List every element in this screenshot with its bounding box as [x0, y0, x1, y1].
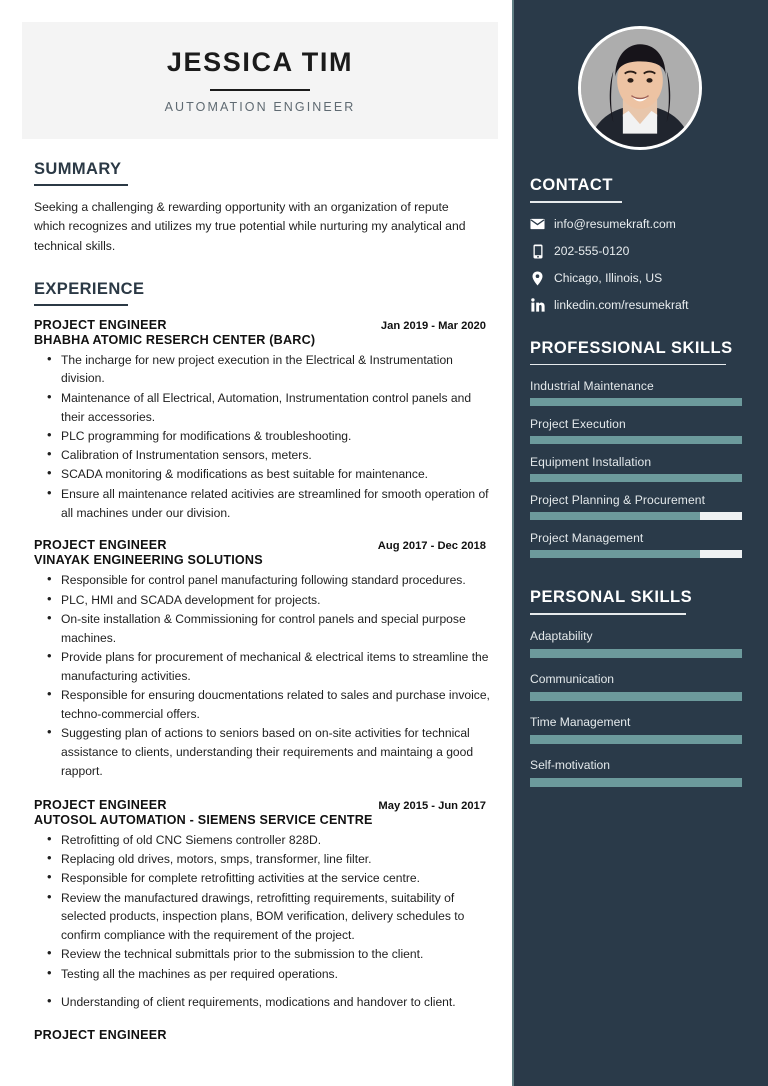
list-item: • Provide plans for procurement of mechanical & electrical items to streamline the manufacturing activities. [34, 648, 490, 686]
skill-bar-track [530, 649, 742, 658]
job-company: AUTOSOL AUTOMATION - SIEMENS SERVICE CENTRE [34, 812, 373, 827]
job-title-subtitle: AUTOMATION ENGINEER [164, 100, 356, 114]
skill-label: Adaptability [530, 628, 593, 643]
job-role: PROJECT ENGINEER [34, 797, 167, 812]
experience-entry-header [34, 318, 486, 332]
job-role: PROJECT ENGINEER [34, 538, 167, 553]
summary-text: Seeking a challenging & rewarding opportunity with an organization of repute which recognizes and utilizes my true potential while nurturing my analytical and technical skills. [34, 199, 466, 253]
list-item: • Review the manufactured drawings, retrofitting requirements, suitability of selected products, inspection plans, BOM verification, delivery schedules to confirm compliance with the requirement of the project. [34, 889, 490, 945]
experience-entry [34, 538, 490, 780]
list-item: • Ensure all maintenance related acitivies are streamlined for smooth operation of all machines under our division. [34, 485, 490, 523]
skill-bar-fill [530, 512, 700, 520]
job-company: VINAYAK ENGINEERING SOLUTIONS [34, 553, 263, 568]
left-content [34, 160, 490, 1042]
list-item: • Maintenance of all Electrical, Automation, Instrumentation control panels and their accessories. [34, 389, 490, 427]
experience-heading: EXPERIENCE [34, 280, 145, 299]
list-item: • Understanding of client requirements, modications and handover to client. [34, 993, 490, 1012]
experience-section [34, 280, 490, 1042]
job-role: PROJECT ENGINEER [34, 1028, 167, 1043]
list-item: • Retrofitting of old CNC Siemens controller 828D. [34, 831, 490, 850]
skill-bar-track [530, 398, 742, 406]
job-date-range: Jan 2019 - Mar 2020 [380, 319, 486, 332]
sidebar-content [530, 176, 750, 801]
list-item: • The incharge for new project execution in the Electrical & Instrumentation division. [34, 351, 490, 389]
contact-item-linkedin[interactable] [530, 298, 750, 313]
list-item: • Review the technical submittals prior to the submission to the client. [34, 945, 490, 964]
list-item: • Responsible for complete retrofitting activities at the service centre. [34, 869, 490, 888]
contact-section [530, 176, 750, 313]
contact-value: linkedin.com/resumekraft [554, 298, 689, 313]
sidebar-accent-line [512, 0, 514, 1086]
skill-bar-track [530, 474, 742, 482]
skill-bar-track [530, 735, 742, 744]
experience-entry-header [34, 798, 486, 812]
list-item: • Responsible for ensuring doucmentations related to sales and purchase invoice, techno-commercial offers. [34, 686, 490, 724]
skill-item [530, 672, 750, 701]
skill-label: Self-motivation [530, 757, 610, 772]
skill-item [530, 379, 750, 406]
skill-label: Project Management [530, 531, 644, 546]
summary-heading-rule [34, 184, 128, 186]
skill-bar-track [530, 436, 742, 444]
skill-bar-fill [530, 550, 700, 558]
job-bullet-list [34, 571, 490, 780]
skill-bar-fill [530, 778, 742, 787]
skill-item [530, 493, 750, 520]
skill-label: Communication [530, 671, 615, 686]
professional-skills-heading: PROFESSIONAL SKILLS [530, 338, 733, 357]
experience-entry-header [34, 538, 486, 552]
linkedin-icon [530, 298, 545, 313]
personal-skills-heading-rule [530, 613, 686, 615]
skill-item [530, 758, 750, 787]
avatar [578, 26, 702, 150]
job-bullet-list [34, 831, 490, 1012]
skill-bar-fill [530, 735, 742, 744]
skill-item [530, 417, 750, 444]
personal-skills-heading: PERSONAL SKILLS [530, 588, 693, 607]
skill-bar-fill [530, 398, 742, 406]
professional-skills-section [530, 339, 750, 559]
job-role: PROJECT ENGINEER [34, 317, 167, 332]
skill-bar-track [530, 512, 742, 520]
skill-item [530, 629, 750, 658]
skill-item [530, 531, 750, 558]
title-divider [210, 89, 310, 91]
list-item: • Calibration of Instrumentation sensors, meters. [34, 446, 490, 465]
phone-icon [530, 244, 545, 259]
list-item: • SCADA monitoring & modifications as best suitable for maintenance. [34, 465, 490, 484]
contact-heading: CONTACT [530, 176, 613, 194]
contact-value: 202-555-0120 [554, 244, 630, 259]
experience-entry [34, 318, 490, 523]
contact-value: Chicago, Illinois, US [554, 271, 663, 286]
contact-item-location[interactable] [530, 271, 750, 286]
skill-label: Project Execution [530, 417, 626, 432]
contact-item-phone[interactable] [530, 244, 750, 259]
skill-item [530, 715, 750, 744]
job-date-range: May 2015 - Jun 2017 [378, 799, 486, 812]
list-item: • Responsible for control panel manufacturing following standard procedures. [34, 571, 490, 590]
job-company: BHABHA ATOMIC RESERCH CENTER (BARC) [34, 332, 316, 347]
location-pin-icon [530, 271, 545, 286]
envelope-icon [530, 217, 545, 232]
skill-bar-fill [530, 649, 742, 658]
contact-heading-rule [530, 201, 622, 203]
summary-section [34, 160, 490, 256]
skill-bar-fill [530, 692, 742, 701]
experience-entry [34, 798, 490, 1012]
skill-label: Project Planning & Procurement [530, 493, 706, 508]
sidebar [512, 0, 768, 1086]
job-bullet-list [34, 351, 490, 523]
personal-skills-section [530, 588, 750, 787]
list-item: • PLC programming for modifications & troubleshooting. [34, 427, 490, 446]
list-item: • Replacing old drives, motors, smps, transformer, line filter. [34, 850, 490, 869]
skill-label: Time Management [530, 714, 631, 729]
profile-photo-icon [581, 29, 699, 147]
name-header-band [22, 22, 498, 139]
skill-bar-track [530, 692, 742, 701]
page-title: JESSICA TIM [166, 47, 354, 77]
list-item: • PLC, HMI and SCADA development for projects. [34, 591, 490, 610]
list-item: • Suggesting plan of actions to seniors based on on-site activities for technical assistance to clients, understanding their requirements and maintaing a good rapport. [34, 724, 490, 780]
skill-label: Equipment Installation [530, 455, 652, 470]
summary-heading: SUMMARY [34, 160, 122, 178]
professional-skills-heading-rule [530, 364, 726, 366]
skill-item [530, 455, 750, 482]
skill-bar-fill [530, 474, 742, 482]
experience-heading-rule [34, 304, 128, 306]
list-item: • On-site installation & Commissioning for control panels and special purpose machines. [34, 610, 490, 648]
skill-bar-fill [530, 436, 742, 444]
job-date-range: Aug 2017 - Dec 2018 [377, 540, 486, 553]
contact-item-email[interactable] [530, 217, 750, 232]
skill-label: Industrial Maintenance [530, 379, 654, 394]
skill-bar-track [530, 778, 742, 787]
skill-bar-track [530, 550, 742, 558]
list-item: • Testing all the machines as per required operations. [34, 965, 490, 984]
contact-value: info@resumekraft.com [554, 217, 676, 232]
